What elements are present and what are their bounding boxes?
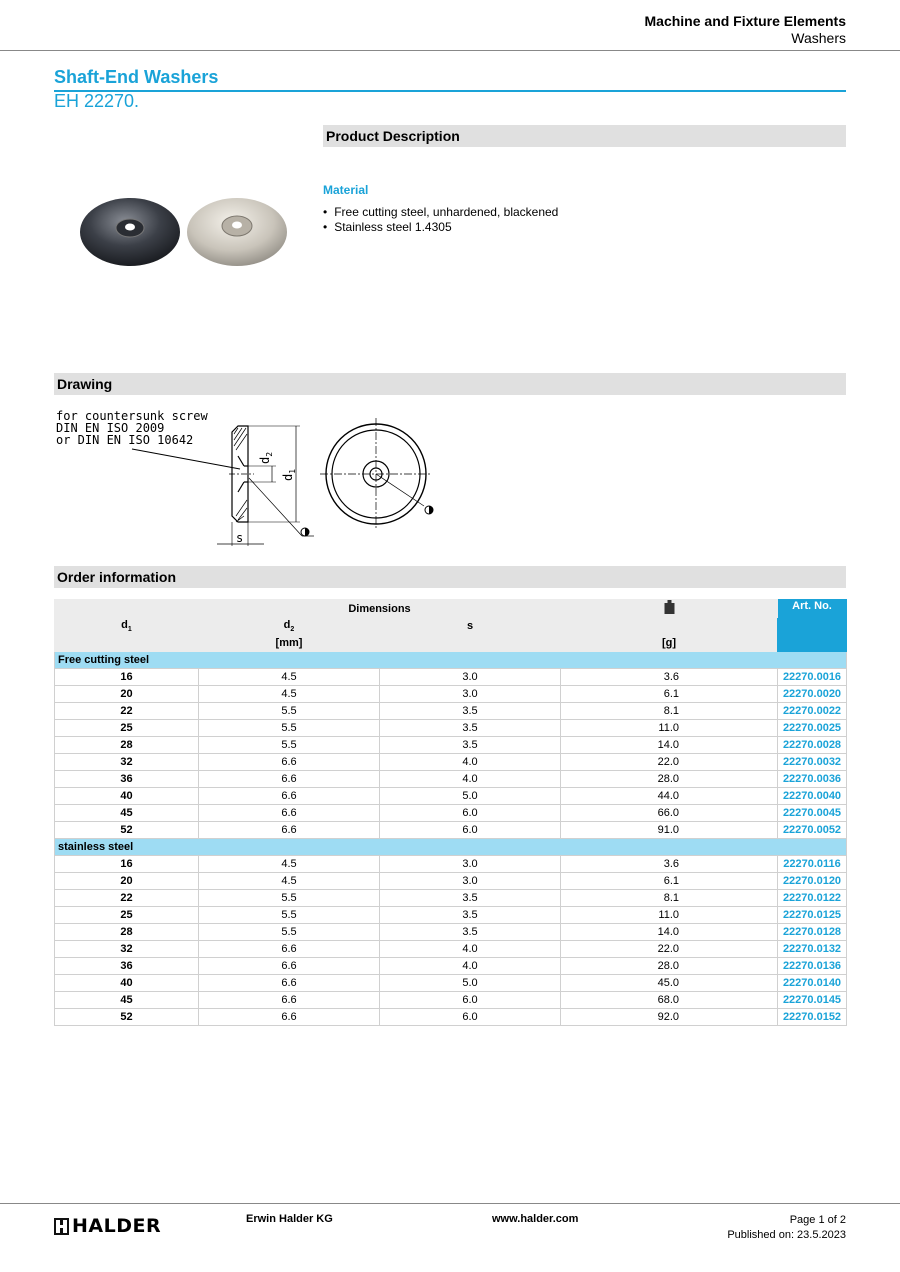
table-row [55,975,847,992]
cell-d2: 5.5 [199,890,380,907]
cell-weight: 28.0 [561,771,778,788]
cell-weight: 3.6 [561,856,778,873]
table-row [55,669,847,686]
cell-weight: 6.1 [561,873,778,890]
table-row [55,788,847,805]
cell-s: 3.5 [380,890,561,907]
table-row [55,941,847,958]
cell-art-no[interactable]: 22270.0045 [778,805,847,822]
cell-weight: 22.0 [561,754,778,771]
weight-header [561,600,778,618]
product-description-heading: Product Description [323,125,846,147]
cell-d1: 25 [55,720,199,737]
cell-art-no[interactable]: 22270.0025 [778,720,847,737]
leader-line [132,449,240,469]
table-row [55,907,847,924]
table-row [55,720,847,737]
cell-weight: 68.0 [561,992,778,1009]
cell-d1: 28 [55,924,199,941]
art-no-header: Art. No. [778,600,847,652]
table-row [55,754,847,771]
table-row [55,992,847,1009]
cell-s: 3.0 [380,856,561,873]
cell-d2: 5.5 [199,703,380,720]
cell-weight: 44.0 [561,788,778,805]
table-row [55,856,847,873]
cell-d1: 45 [55,805,199,822]
cell-d1: 22 [55,703,199,720]
cell-d1: 20 [55,686,199,703]
cell-weight: 22.0 [561,941,778,958]
logo-text: HALDER [72,1215,162,1237]
page-header [645,13,847,47]
dimensions-header: Dimensions [199,600,561,618]
surface-finish-symbol [301,528,309,536]
footer-page-info [727,1213,846,1243]
cell-art-no[interactable]: 22270.0116 [778,856,847,873]
cell-s: 6.0 [380,992,561,1009]
drawing-label-s: s [236,531,244,545]
cell-d2: 4.5 [199,686,380,703]
cell-weight: 66.0 [561,805,778,822]
cell-d2: 4.5 [199,856,380,873]
footer-company: Erwin Halder KG [246,1213,333,1225]
weight-icon [664,600,675,614]
cell-art-no[interactable]: 22270.0036 [778,771,847,788]
product-code: EH 22270. [54,91,140,111]
group-label: stainless steel [55,839,847,856]
cell-s: 6.0 [380,822,561,839]
surface-finish-symbol [425,506,433,514]
cell-s: 4.0 [380,941,561,958]
cell-d1: 45 [55,992,199,1009]
material-item: • Stainless steel 1.4305 [323,220,558,235]
cell-art-no[interactable]: 22270.0016 [778,669,847,686]
cell-art-no[interactable]: 22270.0122 [778,890,847,907]
header-category: Machine and Fixture Elements [644,13,846,29]
cell-art-no[interactable]: 22270.0022 [778,703,847,720]
cell-d2: 5.5 [199,924,380,941]
cell-d1: 16 [55,856,199,873]
drawing-label-d1: $d_1$ [281,468,297,481]
cell-d1: 52 [55,822,199,839]
cell-s: 4.0 [380,958,561,975]
cell-d1: 16 [55,669,199,686]
table-row [55,686,847,703]
cell-d2: 6.6 [199,941,380,958]
cell-d2: 6.6 [199,771,380,788]
group-label: Free cutting steel [55,652,847,669]
cell-s: 3.0 [380,873,561,890]
cell-d2: 5.5 [199,737,380,754]
cell-d1: 20 [55,873,199,890]
cell-s: 5.0 [380,788,561,805]
footer-divider [0,1203,900,1204]
cell-art-no[interactable]: 22270.0040 [778,788,847,805]
cell-s: 3.0 [380,669,561,686]
header-divider [0,50,900,51]
cell-s: 3.5 [380,737,561,754]
cell-d2: 6.6 [199,1009,380,1026]
table-row [55,805,847,822]
cell-art-no[interactable]: 22270.0052 [778,822,847,839]
footer-website[interactable]: www.halder.com [492,1213,579,1225]
washer-side-view [217,426,314,546]
cell-d2: 4.5 [199,873,380,890]
cell-weight: 14.0 [561,737,778,754]
s-header: s [380,618,561,635]
cell-art-no[interactable]: 22270.0128 [778,924,847,941]
cell-d2: 6.6 [199,788,380,805]
cell-weight: 8.1 [561,703,778,720]
cell-art-no[interactable]: 22270.0132 [778,941,847,958]
table-row [55,924,847,941]
cell-d1: 52 [55,1009,199,1026]
cell-d1: 22 [55,890,199,907]
material-heading: Material [323,183,369,197]
d1-header: $d_1$ [55,618,199,635]
cell-d2: 6.6 [199,805,380,822]
cell-weight: 11.0 [561,720,778,737]
cell-weight: 91.0 [561,822,778,839]
cell-d1: 28 [55,737,199,754]
cell-s: 5.0 [380,975,561,992]
cell-weight: 45.0 [561,975,778,992]
cell-art-no[interactable]: 22270.0140 [778,975,847,992]
order-information-heading: Order information [54,566,846,588]
cell-d2: 4.5 [199,669,380,686]
cell-d1: 40 [55,788,199,805]
cell-weight: 3.6 [561,669,778,686]
cell-art-no[interactable]: 22270.0020 [778,686,847,703]
drawing-note-line: for countersunk screw [56,409,208,423]
cell-weight: 14.0 [561,924,778,941]
product-photo [75,190,295,274]
table-row [55,1009,847,1026]
published-date: Published on: 23.5.2023 [727,1229,846,1241]
cell-s: 3.5 [380,924,561,941]
cell-d2: 5.5 [199,907,380,924]
drawing-heading: Drawing [54,373,846,395]
cell-d2: 5.5 [199,720,380,737]
product-title: Shaft-End Washers [54,67,219,87]
cell-weight: 11.0 [561,907,778,924]
stainless-washer-hole [232,222,242,229]
page-number: Page 1 of 2 [789,1214,846,1226]
header-subcategory: Washers [791,30,846,46]
cell-s: 6.0 [380,1009,561,1026]
cell-art-no[interactable]: 22270.0125 [778,907,847,924]
cell-s: 3.5 [380,720,561,737]
cell-weight: 6.1 [561,686,778,703]
cell-d1: 36 [55,958,199,975]
cell-d2: 6.6 [199,975,380,992]
cell-d2: 6.6 [199,754,380,771]
cell-art-no[interactable]: 22270.0032 [778,754,847,771]
group-row [55,839,847,856]
cell-art-no[interactable]: 22270.0145 [778,992,847,1009]
cell-d2: 6.6 [199,958,380,975]
title-underline [54,90,846,92]
cell-d1: 32 [55,754,199,771]
material-item: • Free cutting steel, unhardened, blackened [323,205,558,220]
cell-d1: 25 [55,907,199,924]
cell-d1: 40 [55,975,199,992]
table-row [55,703,847,720]
cell-art-no[interactable]: 22270.0136 [778,958,847,975]
unit-mm: [mm] [199,635,380,652]
table-row [55,771,847,788]
washer-front-view [320,418,432,530]
cell-d1: 36 [55,771,199,788]
cell-d2: 6.6 [199,992,380,1009]
cell-s: 3.5 [380,703,561,720]
halder-logo-icon [54,1218,69,1235]
cell-art-no[interactable]: 22270.0028 [778,737,847,754]
cell-weight: 92.0 [561,1009,778,1026]
cell-d2: 6.6 [199,822,380,839]
halder-logo [54,1215,161,1237]
black-washer-hole [125,224,135,231]
cell-s: 4.0 [380,771,561,788]
table-row [55,873,847,890]
drawing-label-d2: $d_2$ [258,451,274,464]
drawing-note-line: or DIN EN ISO 10642 [56,433,194,447]
table-row [55,958,847,975]
cell-art-no[interactable]: 22270.0120 [778,873,847,890]
cell-s: 3.5 [380,907,561,924]
cell-s: 3.0 [380,686,561,703]
unit-g: [g] [561,635,778,652]
cell-d1: 32 [55,941,199,958]
cell-s: 6.0 [380,805,561,822]
cell-art-no[interactable]: 22270.0152 [778,1009,847,1026]
table-row [55,890,847,907]
d2-header: $d_2$ [199,618,380,635]
table-row [55,822,847,839]
cell-s: 4.0 [380,754,561,771]
cell-weight: 8.1 [561,890,778,907]
order-table [54,599,847,1026]
group-row [55,652,847,669]
material-list [323,205,558,235]
drawing-note-line: DIN EN ISO 2009 [56,421,165,435]
table-row [55,737,847,754]
technical-drawing [54,406,454,551]
cell-weight: 28.0 [561,958,778,975]
